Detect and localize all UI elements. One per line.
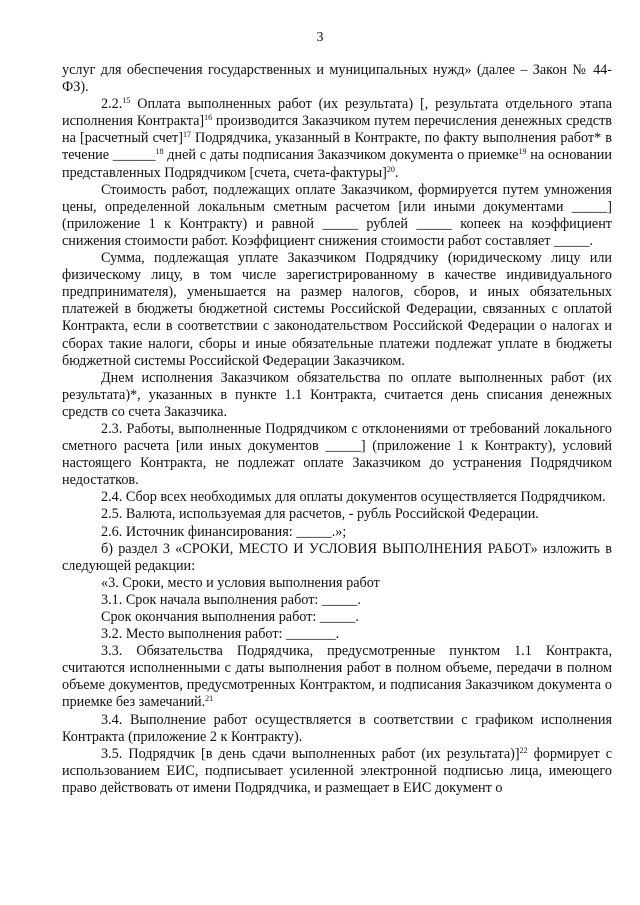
footnote-ref: 19 [518,147,527,157]
footnote-ref: 18 [155,147,164,157]
paragraph-text: производится Заказчиком путем перечисления денежных средств на [расчетный счет] [62,113,612,147]
paragraph [62,96,612,181]
paragraph-text: 2.2. [101,96,123,113]
paragraph-text: Срок окончания выполнения работ: _____. [101,609,359,625]
paragraph [62,541,612,575]
paragraph [62,489,612,506]
paragraph [62,592,612,609]
paragraph-text: Сумма, подлежащая уплате Заказчиком Подрядчику (юридическому лицу или физическому лицу, в том числе зарегистрированному в качестве индивидуального предпринимателя), уменьшается на размер налогов, сборов, и иных обязательных платежей в бюджеты бюджетной системы Российской Федерации, связанных с оплатой Контракта, если в соответствии с законодательством Российской Федерации о налогах и сборах такие налоги, сборы и иные обязательные платежи подлежат уплате в бюджеты бюджетной системы Российской Федерации Заказчиком. [62,250,612,369]
paragraph [62,182,612,250]
paragraph-text: 2.5. Валюта, используемая для расчетов, - рубль Российской Федерации. [101,506,539,523]
footnote-ref: 20 [386,164,395,174]
footnote-ref: 17 [182,130,191,140]
paragraph-text: . [394,164,399,181]
paragraph-text: Стоимость работ, подлежащих оплате Заказчиком, формируется путем умножения цены, определенной локальным сметным расчетом [или иными документами _____] (приложение 1 к Контракту) и равной _____ рублей _____ копеек на коэффициент снижения стоимости работ. Коэффициент снижения стоимости работ составляет _____. [62,181,612,249]
paragraph-text: 2.6. Источник финансирования: _____.»; [101,523,347,540]
paragraph-text: дней с даты подписания Заказчиком документа о приемке [163,147,519,164]
footnote-ref: 15 [122,96,131,106]
paragraph-text: 3.5. Подрядчик [в день сдачи выполненных работ (их результата)] [101,745,520,762]
paragraph-text: 2.4. Сбор всех необходимых для оплаты документов осуществляется Подрядчиком. [101,489,606,506]
paragraph-text: формирует с использованием ЕИС, подписывает усиленной электронной подписью лица, имеющего право действовать от имени Подрядчика, и размещает в ЕИС документ о [62,745,612,796]
paragraph [62,370,612,421]
footnote-ref: 22 [519,745,528,755]
paragraph-text: 3.4. Выполнение работ осуществляется в соответствии с графиком исполнения Контракта (приложение 2 к Контракту). [62,711,612,745]
paragraph [62,746,612,797]
paragraph [62,421,612,489]
paragraph [62,626,612,643]
paragraph [62,250,612,370]
paragraph-text: 3.2. Место выполнения работ: _______. [101,626,340,643]
paragraph [62,712,612,746]
paragraph [62,506,612,523]
footnote-ref: 21 [205,694,214,704]
paragraph-text: б) раздел 3 «СРОКИ, МЕСТО И УСЛОВИЯ ВЫПОЛНЕНИЯ РАБОТ» изложить в следующей редакции: [62,540,612,574]
paragraph [62,62,612,96]
paragraph [62,609,612,626]
page-number: 3 [316,30,324,45]
paragraph-text: Днем исполнения Заказчиком обязательства по оплате выполненных работ (их результата)*, указанных в пункте 1.1 Контракта, считается день списания денежных средств со счета Заказчика. [62,369,612,420]
paragraph-text: 3.3. Обязательства Подрядчика, предусмотренные пунктом 1.1 Контракта, считаются исполненными с даты выполнения работ в полном объеме, передачи в полном объеме документов, предусмотренных Контрактом, и подписания Заказчиком документа о приемке без замечаний. [62,643,612,711]
paragraph [62,575,612,592]
paragraph-text: на основании представленных Подрядчиком [счета, счета-фактуры] [62,147,612,181]
paragraph-text: «3. Сроки, место и условия выполнения работ [101,574,380,591]
paragraph-text: услуг для обеспечения государственных и муниципальных нужд» (далее – Закон № 44-ФЗ). [62,62,612,96]
paragraph [62,643,612,711]
footnote-ref: 16 [204,113,213,123]
paragraph-text: Подрядчика, указанный в Контракте, по факту выполнения работ* в течение ______ [62,130,612,164]
paragraph-text: Оплата выполненных работ (их результата) [, результата отдельного этапа исполнения Контракта] [62,96,612,130]
document-body [62,62,612,797]
paragraph-text: 3.1. Срок начала выполнения работ: _____. [101,591,361,608]
paragraph [62,524,612,541]
paragraph-text: 2.3. Работы, выполненные Подрядчиком с отклонениями от требований локального сметного расчета [или иных документов _____] (приложение 1 к Контракту), условий настоящего Контракта, не подлежат оплате Заказчиком до устранения Подрядчиком недостатков. [62,420,612,489]
